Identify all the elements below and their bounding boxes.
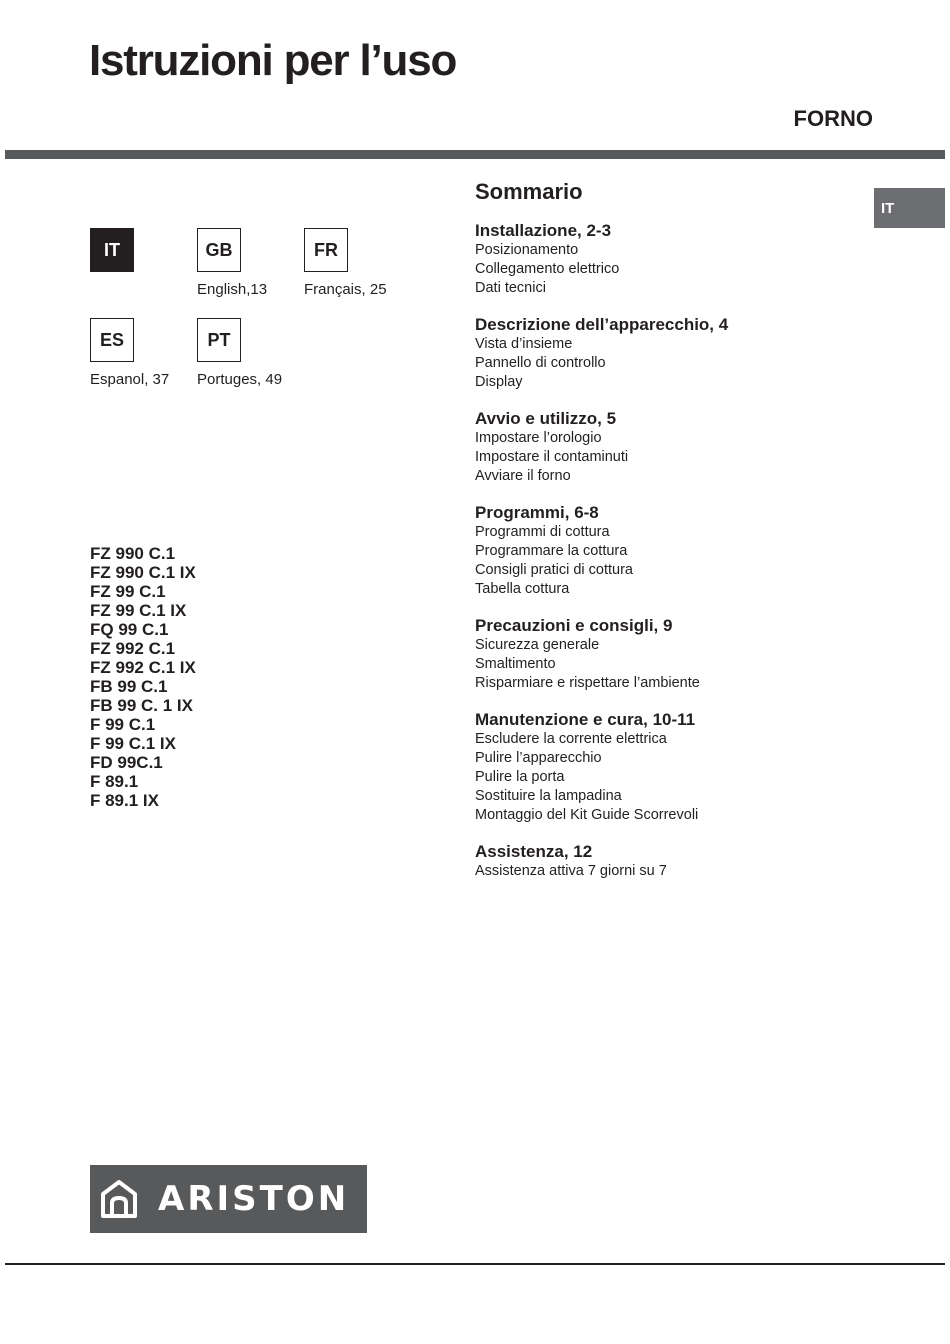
toc-item[interactable]: Impostare il contaminuti — [475, 449, 629, 465]
toc-section-manutenzione — [475, 710, 875, 825]
toc-section-title[interactable]: Installazione, 2-3 — [475, 221, 612, 240]
brand-name: ARISTON — [158, 1179, 350, 1219]
language-box-it[interactable] — [90, 228, 134, 272]
model-name: F 89.1 — [90, 772, 139, 791]
brand-logo — [90, 1165, 367, 1233]
language-code: FR — [314, 239, 338, 260]
language-label-pt[interactable]: Portuges, 49 — [197, 371, 283, 388]
toc-item[interactable]: Tabella cottura — [475, 581, 570, 597]
model-name: FZ 990 C.1 IX — [90, 563, 196, 582]
toc-item[interactable]: Pulire la porta — [475, 769, 565, 785]
toc-item[interactable]: Impostare l’orologio — [475, 430, 602, 446]
model-name: FD 99C.1 — [90, 753, 163, 772]
toc-item[interactable]: Programmare la cottura — [475, 543, 628, 559]
toc-item[interactable]: Montaggio del Kit Guide Scorrevoli — [475, 807, 699, 823]
toc-item[interactable]: Pannello di controllo — [475, 355, 606, 371]
model-name: FB 99 C. 1 IX — [90, 696, 193, 715]
model-name: FZ 992 C.1 — [90, 639, 176, 658]
language-code: ES — [99, 329, 124, 350]
model-name: F 89.1 IX — [90, 791, 159, 810]
toc-item[interactable]: Collegamento elettrico — [475, 261, 620, 277]
model-name: FQ 99 C.1 — [90, 620, 169, 639]
toc-section-title[interactable]: Precauzioni e consigli, 9 — [475, 616, 673, 635]
language-box-pt[interactable] — [197, 318, 241, 362]
page-title: Istruzioni per l’uso — [89, 36, 457, 85]
toc-item[interactable]: Posizionamento — [475, 242, 579, 258]
toc-item[interactable]: Smaltimento — [475, 656, 556, 672]
toc-section-title[interactable]: Manutenzione e cura, 10-11 — [475, 710, 696, 729]
model-list — [90, 544, 196, 810]
toc-item[interactable]: Sicurezza generale — [475, 637, 600, 653]
language-code: PT — [207, 329, 231, 350]
model-name: FZ 99 C.1 — [90, 582, 166, 601]
toc-item[interactable]: Sostituire la lampadina — [475, 788, 622, 804]
model-name: F 99 C.1 IX — [90, 734, 176, 753]
language-box-fr[interactable] — [304, 228, 348, 272]
language-box-gb[interactable] — [197, 228, 241, 272]
model-name: FZ 99 C.1 IX — [90, 601, 187, 620]
toc-section-precauzioni — [475, 616, 875, 693]
toc-item[interactable]: Escludere la corrente elettrica — [475, 731, 667, 747]
toc-section-programmi — [475, 503, 875, 599]
model-name: FB 99 C.1 — [90, 677, 168, 696]
toc-section-descrizione — [475, 315, 875, 392]
house-icon — [100, 1179, 138, 1219]
toc-item[interactable]: Risparmiare e rispettare l’ambiente — [475, 675, 700, 691]
toc-section-title[interactable]: Assistenza, 12 — [475, 842, 593, 861]
toc-heading: Sommario — [475, 179, 583, 204]
toc-section-installazione — [475, 221, 875, 298]
toc-section-title[interactable]: Programmi, 6-8 — [475, 503, 599, 522]
toc-section-avvio — [475, 409, 875, 486]
toc-item[interactable]: Vista d’insieme — [475, 336, 573, 352]
toc-item[interactable]: Consigli pratici di cottura — [475, 562, 633, 578]
toc-section-title[interactable]: Avvio e utilizzo, 5 — [475, 409, 617, 428]
table-of-contents — [475, 221, 875, 898]
language-label-gb[interactable]: English,13 — [197, 281, 268, 298]
product-name: FORNO — [793, 106, 873, 131]
language-label-es[interactable]: Espanol, 37 — [90, 371, 170, 388]
toc-item[interactable]: Assistenza attiva 7 giorni su 7 — [475, 863, 667, 879]
language-code: GB — [205, 239, 233, 260]
toc-item[interactable]: Dati tecnici — [475, 280, 546, 296]
language-box-es[interactable] — [90, 318, 134, 362]
toc-item[interactable]: Avviare il forno — [475, 468, 571, 484]
model-name: F 99 C.1 — [90, 715, 156, 734]
language-code: IT — [104, 239, 120, 260]
toc-item[interactable]: Display — [475, 374, 523, 390]
footer-divider — [5, 1263, 945, 1265]
model-name: FZ 992 C.1 IX — [90, 658, 196, 677]
toc-section-title[interactable]: Descrizione dell’apparecchio, 4 — [475, 315, 729, 334]
toc-item[interactable]: Pulire l’apparecchio — [475, 750, 602, 766]
toc-item[interactable]: Programmi di cottura — [475, 524, 610, 540]
model-name: FZ 990 C.1 — [90, 544, 176, 563]
language-label-fr[interactable]: Français, 25 — [304, 281, 387, 298]
header-divider — [5, 150, 945, 159]
language-side-tab: IT — [874, 188, 945, 228]
toc-section-assistenza — [475, 842, 875, 881]
